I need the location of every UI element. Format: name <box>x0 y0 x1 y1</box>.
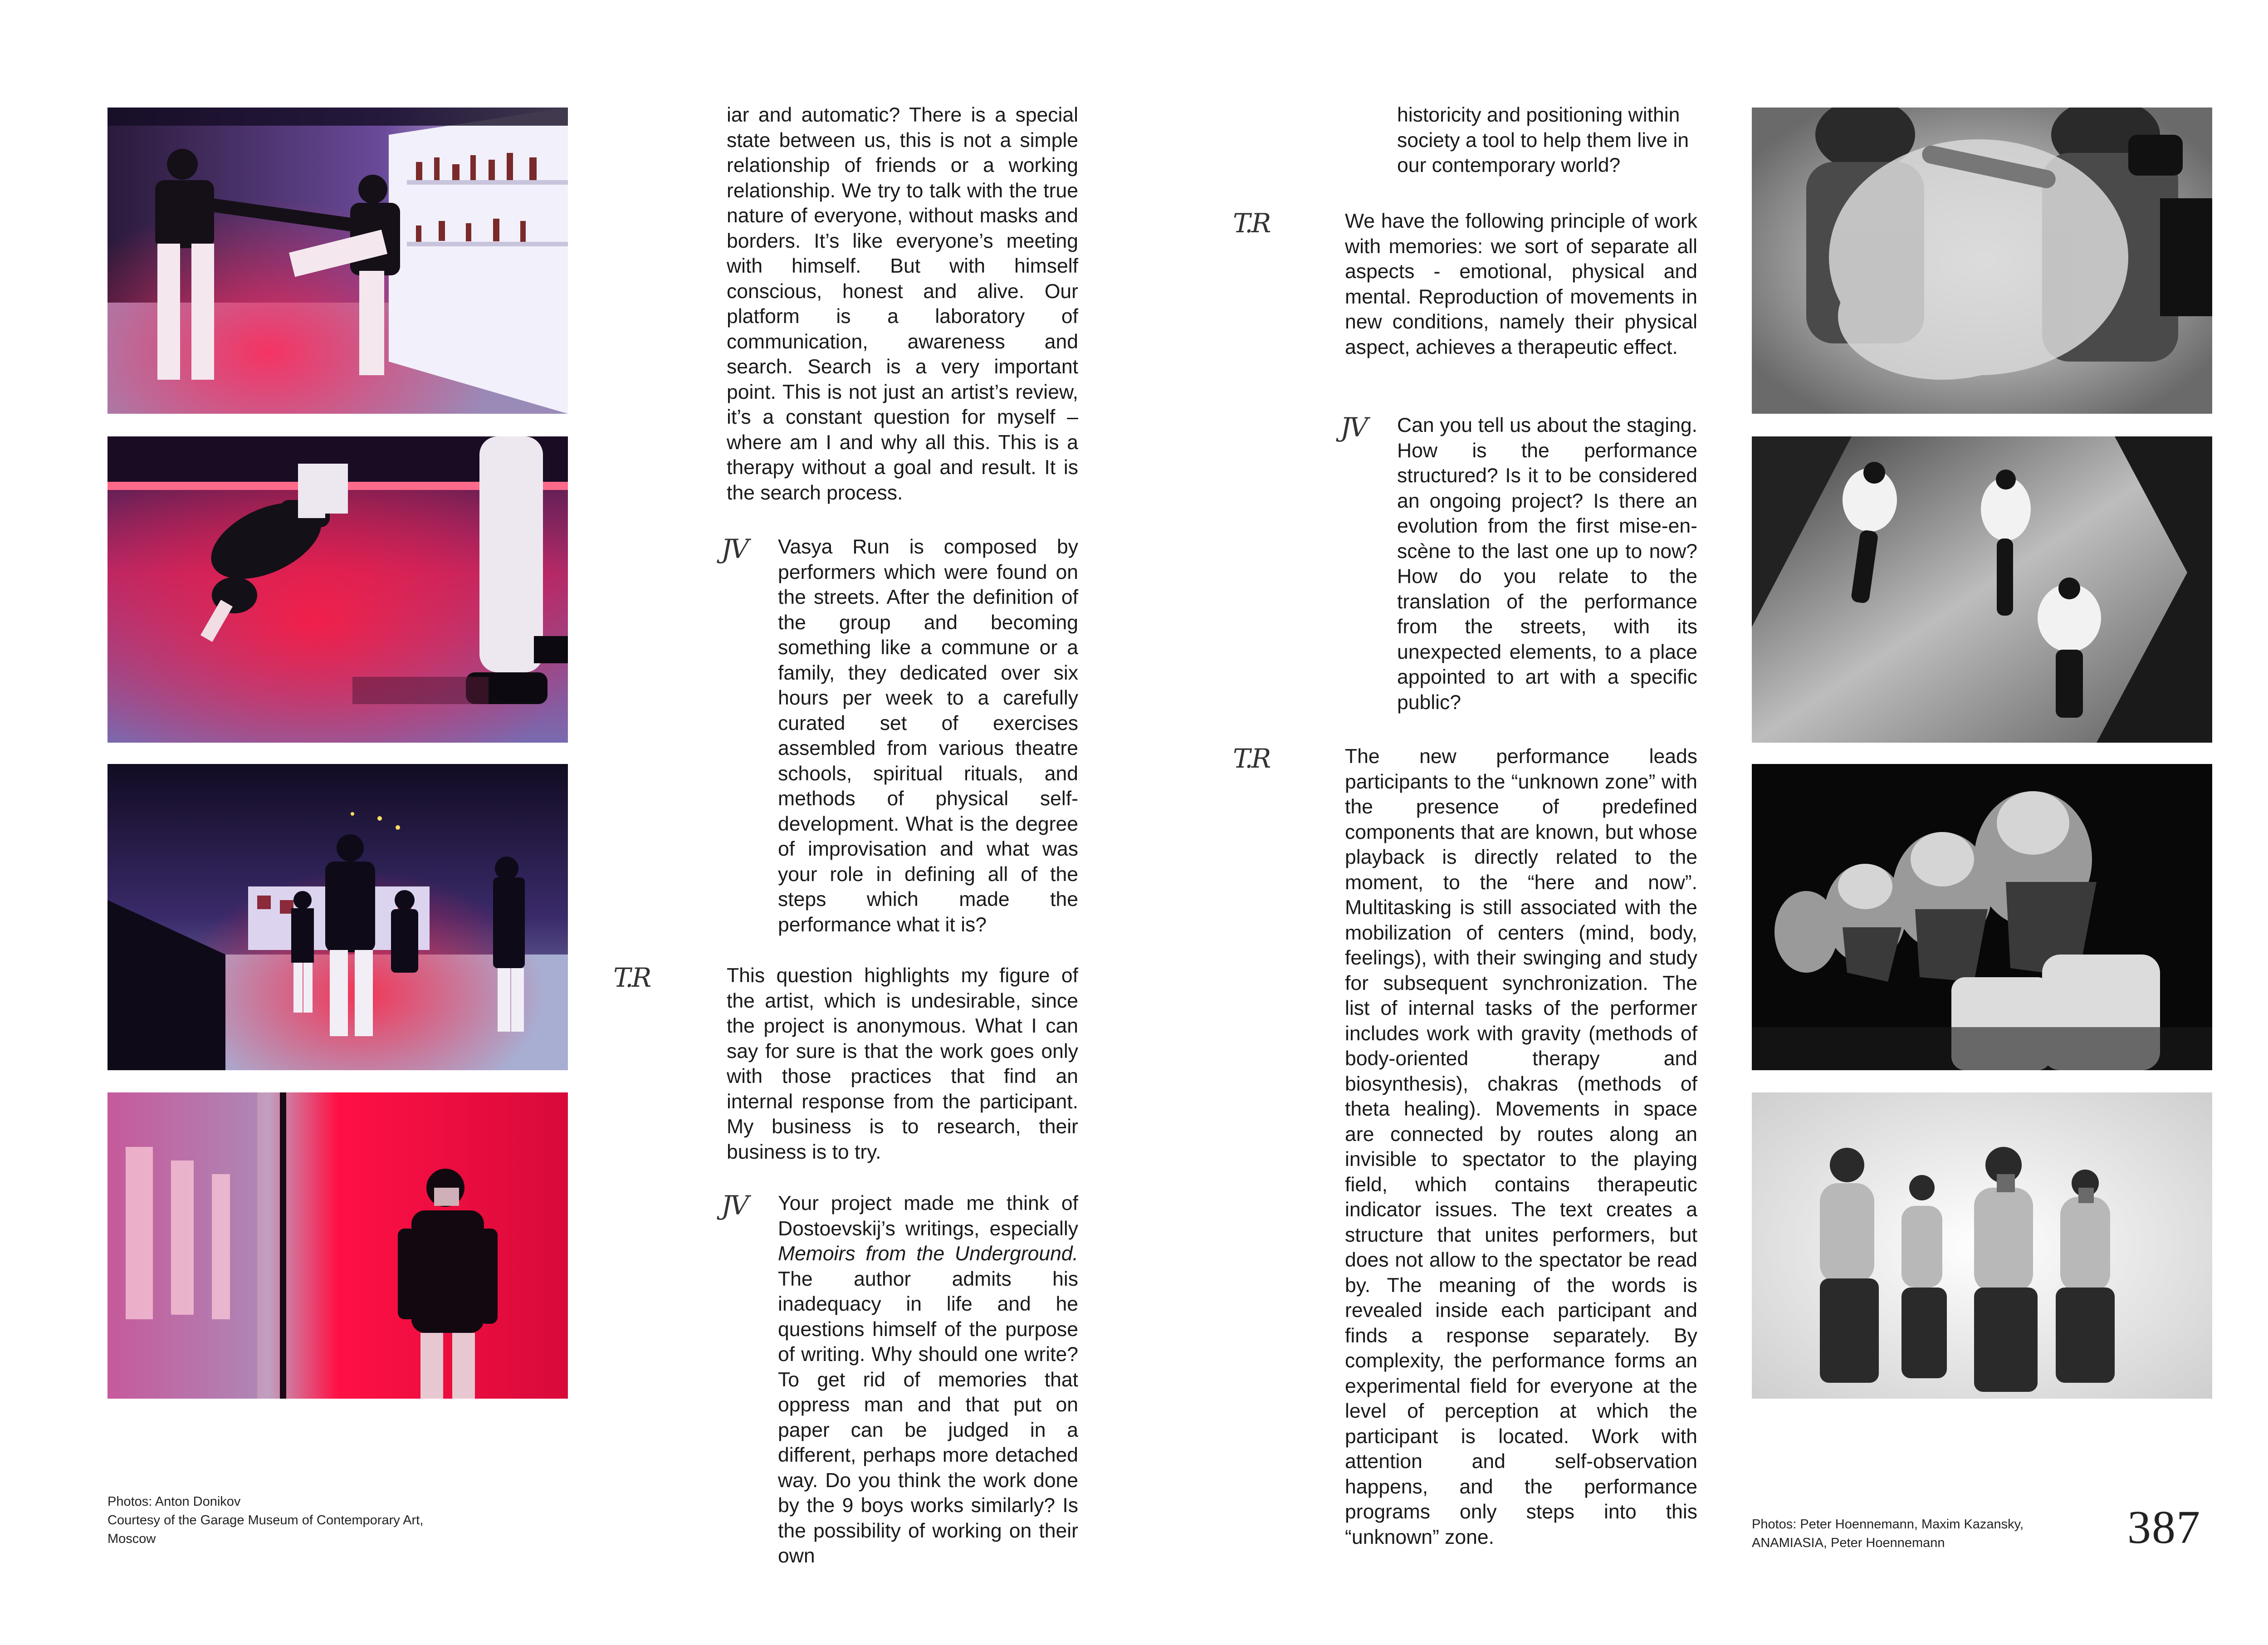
left-photo-caption <box>108 1493 543 1548</box>
answer-unknown-zone <box>1345 744 1697 1550</box>
page-number: 387 <box>2127 1501 2201 1553</box>
answer-text: We have the following principle of work with memories: we sort of separate all aspects - emotional, physical and mental. Reproduction of movements in new conditions, namely their physical aspect, achieves a therapeutic effect. <box>1345 210 1697 358</box>
caption-line: Photos: Peter Hoennemann, Maxim Kazansky, <box>1752 1517 2024 1532</box>
speaker-mark-artist: T.R <box>1233 208 1270 239</box>
speaker-mark-artist: T.R <box>1233 743 1270 774</box>
answer-text: The new performance leads participants to the “unknown zone” with the presence of predefined components that are known, but whose playback is directly related to the moment, to the “here and now”. Multitasking is still associated with the mobilization of centers (mind, body, feelings), with their swinging and study for subsequent synchronization. The list of internal tasks of the performer includes work with gravity (methods of body-oriented therapy and biosynthesis), chakras (methods of theta healing). Movements in space are connected by routes along an invisible to spectator to the playing field, which contains therapeutic indicator issues. The text creates a structure that unites performers, but does not allow to the spectator be read by. The meaning of the words is revealed inside each participant and finds a response separately. By complexity, the performance forms an experimental field for everyone at the level of perception at which the participant is located. Work with attention and self-observation happens, and the performance programs only steps into this “unknown” zone. <box>1345 745 1697 1548</box>
speaker-mark-interviewer: JV <box>721 1190 748 1221</box>
column-b-continuation <box>1397 103 1697 178</box>
photo-performer-red-wall <box>108 1092 568 1399</box>
question-staging <box>1397 413 1697 715</box>
answer-text: This question highlights my figure of the artist, which is undesirable, since the project is anonymous. What I can say for sure is that the work goes only with those practices that find an internal response from the participant. My business is to research, their business is to try. <box>727 964 1078 1163</box>
photo-street-performers-aerial <box>1752 436 2212 743</box>
caption-line: ANAMIASIA, Peter Hoennemann <box>1752 1536 1945 1550</box>
photo-performers-kick-gallery <box>108 108 568 414</box>
speaker-mark-interviewer: JV <box>721 534 748 564</box>
question-dostoevskij <box>778 1191 1078 1569</box>
question-text: Can you tell us about the staging. How is the performance structured? Is it to be considered an ongoing project? Is there an evolution from the first mise-en-scène to the last one up to now? How do you relate to the translation of the performance from the streets, with its unexpected elements, to a place appointed to art with a specific public? <box>1397 414 1697 714</box>
question-text: Vasya Run is composed by performers which were found on the streets. After the definition of the group and becoming something like a commune or a family, they dedicated over six hours per week to a carefully curated set of exercises assembled from various theatre schools, spiritual rituals, and methods of physical self-development. What is the degree of improvisation and what was your role in defining all of the steps which made the performance what it is? <box>778 536 1078 936</box>
question-staging-improvisation <box>778 534 1078 937</box>
body-paragraph: historicity and positioning within society a tool to help them live in our contemporary world? <box>1397 104 1689 176</box>
speaker-mark-interviewer: JV <box>1340 412 1367 443</box>
caption-line: Photos: Anton Donikov <box>108 1494 241 1509</box>
column-a-continuation <box>727 103 1078 505</box>
photo-performer-bending-red-light <box>108 436 568 743</box>
answer-artist-figure <box>727 963 1078 1165</box>
caption-line: Courtesy of the Garage Museum of Contemporary Art, <box>108 1513 424 1528</box>
photo-performers-on-stage <box>108 764 568 1070</box>
answer-memories <box>1345 209 1697 360</box>
question-text: Your project made me think of Dostoevskij’s writings, especially Memoirs from the Underground. The author admits his inadequacy in life and he questions himself of the purpose of writing. Why should one write? To get rid of memories that oppress man and that put on paper can be judged in a different, perhaps more detached way. Do you think the work done by the 9 boys works similarly? Is the possibility of working on their own <box>778 1192 1078 1567</box>
photo-smoke-bandana-performers <box>1752 108 2212 414</box>
body-paragraph: iar and automatic? There is a special state between us, this is not a simple relationship of friends or a working relationship. We try to talk with the true nature of everyone, without masks and borders. It’s like everyone’s meeting with himself. But with himself conscious, honest and alive. Our platform is a laboratory of communication, awareness and search. Search is a very important point. This is not just an artist’s review, it’s a constant question for myself –where am I and why all this. This is a therapy without a goal and result. It is the search process. <box>727 104 1078 504</box>
book-title: Memoirs from the Underground. <box>778 1243 1078 1265</box>
speaker-mark-artist: T.R <box>613 962 650 993</box>
caption-line: Moscow <box>108 1532 156 1546</box>
photo-shirtless-bandana-performers <box>1752 1092 2212 1399</box>
right-photo-caption <box>1752 1515 2115 1552</box>
photo-bandana-faces-profile <box>1752 764 2212 1070</box>
